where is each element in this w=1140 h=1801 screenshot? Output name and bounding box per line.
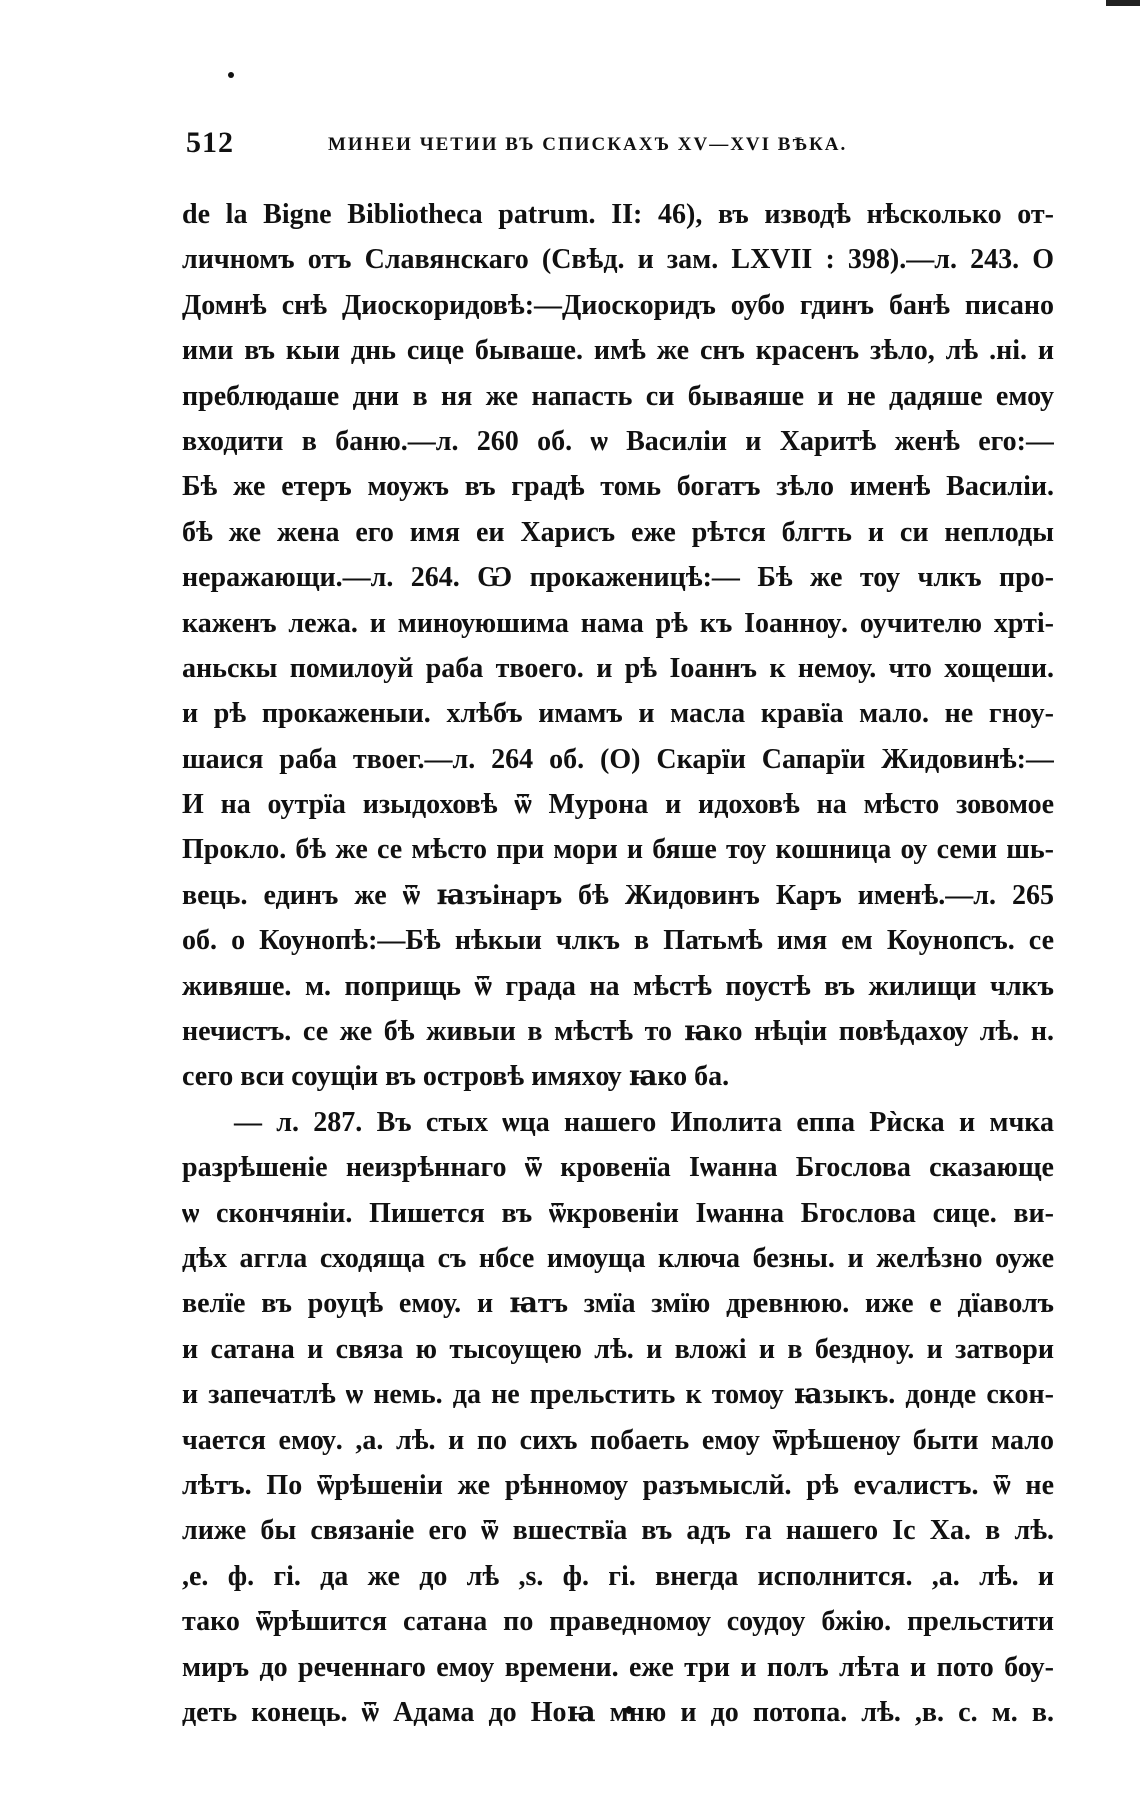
text-line: сего вси соущіи въ островѣ имяхѹ ꙗко ба. [182,1061,730,1093]
page-number: 512 [186,126,234,159]
running-title: МИНЕИ ЧЕТИИ ВЪ СПИСКАХЪ XV—XVI ВѢКА. [328,134,848,155]
scan-speck [228,72,234,78]
text-line: ими въ кыи днь сице бываше. имѣ же снъ красенъ зѣло, лѣ .ні. и [182,335,1054,367]
text-line: шаися раба твоег.—л. 264 об. (О) Скарїи Сапарїи Жидовинѣ:— [182,743,1054,775]
text-line: живяше. м. поприщь ѿ града на мѣстѣ поустѣ въ жилищи члкъ [182,970,1054,1002]
text-line: Домнѣ снѣ Диоскоридовѣ:—Диоскоридъ оубо гдинъ банѣ писано [182,289,1054,321]
text-line: аньскы помилоуй раба твоего. и рѣ Іоаннъ к немоу. что хощеши. [182,652,1054,684]
text-line: каженъ лежа. и минѹюшима нама рѣ къ Іоаннѹ. оучителю хртi- [182,607,1054,639]
text-line: нечистъ. се же бѣ живыи в мѣстѣ то ꙗко нѣціи повѣдахѹ лѣ. н. [182,1016,1054,1048]
text-line: личномъ отъ Славянскаго (Свѣд. и зам. LXVII : 398).—л. 243. О [182,244,1054,276]
text-line: лиже бы связаніе его ѿ вшествїа въ адъ га нашего Іс Ха. в лѣ. [182,1515,1054,1547]
text-line: деть конець. ѿ Адама до Ноꙗ мню и до потопа. лѣ. ,в. с. м. в. [182,1696,1054,1728]
text-line: Прокло. бѣ же се мѣсто при мори и бяше тоу кошница оу семи шь- [182,834,1054,866]
text-line: и сатана и связа ю тысоущею лѣ. и вложі и в безднoу. и затвори [182,1333,1054,1365]
text-line: de la Bigne Bibliotheca patrum. II: 46), въ изводѣ нѣсколько от- [182,199,1054,230]
text-line: неражающи.—л. 264. Ѡ прокаженицѣ:— Бѣ же тоу члкъ про- [182,562,1054,594]
text-line: Бѣ же етеръ моужъ въ градѣ томь богатъ зѣло именѣ Василіи. [182,471,1054,503]
text-line: и запечатлѣ ѡ немь. да не прельстить к томѹ ꙗзыкъ. донде скон- [182,1379,1054,1411]
text-line: преблюдаше дни в ня же напасть си бываяше и не дадяше емоу [182,380,1054,412]
text-line: и рѣ прокаженыи. хлѣбъ имамъ и масла кравїа мало. не гноу- [182,698,1054,730]
text-line: тако ѿрѣшится сатана по праведномѹ соудоу бжію. прельстити [182,1606,1054,1638]
text-line: об. о Коунопѣ:—Бѣ нѣкыи члкъ в Патьмѣ имя ем Коунопсъ. се [182,925,1054,957]
text-line: ѡ скончяніи. Пишется въ ѿкровеніи Іѡанна Бгослова сице. ви- [182,1197,1054,1229]
paragraph-1 [182,192,1054,1100]
text-line: лѣтъ. По ѿрѣшеніи же рѣнномѹ разъмыслй. рѣ еѵалистъ. ѿ не [182,1469,1054,1501]
text-line: чается емѹ. ,а. лѣ. и по сихъ побаеть емоу ѿрѣшенѹ быти мало [182,1424,1054,1456]
text-line: ,е. ф. гі. да же до лѣ ,ѕ. ф. гі. внегда исполнится. ,а. лѣ. и [182,1560,1054,1592]
text-line: И на оутрїа изыдоховѣ ѿ Мурона и идоховѣ на мѣсто зовомое [182,789,1054,821]
scan-artifact [1106,0,1140,6]
running-header [186,126,1046,162]
text-line: входити в баню.—л. 260 об. ѡ Василіи и Харитѣ женѣ его:— [182,425,1054,457]
text-line: миръ до реченнаго емоу времени. еже три и полъ лѣта и пото боу- [182,1651,1054,1683]
text-line: дѣх аггла сходяща съ нбсе имѹща ключа безны. и желѣзно оуже [182,1242,1054,1274]
text-line: бѣ же жена его имя еи Харисъ еже рѣтся блгть и си неплоды [182,516,1054,548]
paragraph-2 [182,1100,1054,1735]
text-line: разрѣшеніе неизрѣннаго ѿ кровенїа Іѡанна Бгослова сказающе [182,1152,1054,1184]
main-text [182,192,1054,1735]
text-line: вець. единъ же ѿ ꙗзъінаръ бѣ Жидовинъ Каръ именѣ.—л. 265 [182,879,1054,911]
text-line: велїе въ роуцѣ емоу. и ꙗтъ змїа змїю древнюю. иже е дїаволъ [182,1288,1054,1320]
text-line: — л. 287. Въ стых ѡца нашего Иполита еппа Рѝска и мчка [234,1106,1054,1138]
